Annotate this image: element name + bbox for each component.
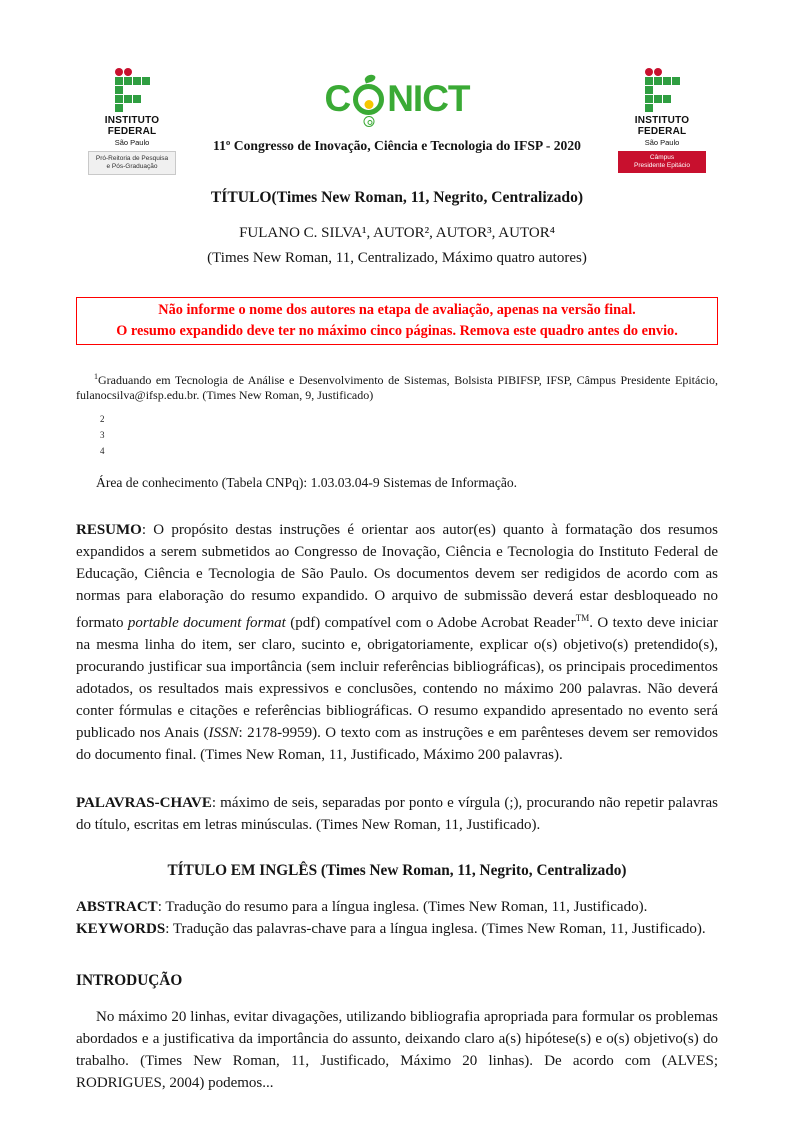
leaf-icon (363, 73, 376, 83)
authors-line: FULANO C. SILVA¹, AUTOR², AUTOR³, AUTOR⁴ (239, 225, 555, 241)
resumo-italic-2: ISSN (208, 725, 239, 741)
federal-label: FEDERAL (637, 125, 687, 137)
abstract-text: : Tradução do resumo para a língua inglesa. (Times New Roman, 11, Justificado). (157, 899, 648, 915)
abstract-paragraph (76, 896, 718, 918)
resumo-text-1: : O propósito destas instruções é orientar aos autor(es) quanto à formatação dos resumos expandidos a serem submetidos ao Congresso de Inovação, Ciência e Tecnologia do Instituto Federal de Educação, Ciência e Tecnologia de São Paulo. Os documentos devem ser redigidos de acordo com as normas para elaboração do resumo expandido. O arquivo de submissão deverá estar desbloqueado no formato (76, 522, 718, 631)
introducao-paragraph: No máximo 20 linhas, evitar divagações, utilizando bibliografia apropriada para formular os problemas abordados e a justificativa da importância do assunto, deixando claro a(s) hipótese(s) e o(s) objetivo(s) do trabalho. (Times New Roman, 11, Justificado, Máximo 20 linhas). De acordo com (ALVES; RODRIGUES, 2004) podemos... (76, 1009, 718, 1091)
campus-line1: Câmpus (649, 154, 675, 161)
abstract-label: ABSTRACT (76, 899, 158, 915)
conict-logo (324, 72, 469, 126)
conict-letters-nict: NICT (387, 78, 470, 119)
introducao-heading: INTRODUÇÃO (76, 972, 183, 989)
footnote-markers (100, 411, 718, 459)
keywords-paragraph (76, 918, 718, 940)
unit-line1: Pró-Reitoria de Pesquisa (95, 155, 169, 162)
region-label: São Paulo (644, 138, 680, 147)
keywords-text: : Tradução das palavras-chave para a língua inglesa. (Times New Roman, 11, Justificado). (165, 921, 706, 937)
warning-line2: O resumo expandido deve ter no máximo cinco páginas. Remova este quadro antes do envio. (116, 323, 678, 339)
resumo-text-2: (pdf) compatível com o Adobe Acrobat Reader (285, 615, 576, 631)
header-center (174, 68, 620, 154)
palavras-chave-text: : máximo de seis, separadas por ponto e vírgula (;), procurando não repetir palavras do título, escritas em letras minúsculas. (Times New Roman, 11, Justificado). (76, 795, 718, 833)
congress-title: 11º Congresso de Inovação, Ciência e Tecnologia do IFSP - 2020 (213, 138, 581, 153)
palavras-chave-label: PALAVRAS-CHAVE (76, 795, 212, 811)
resumo-label: RESUMO (76, 522, 142, 538)
trademark-sup: TM (575, 613, 590, 623)
footnote-3-marker: 3 (100, 430, 105, 440)
warning-line1: Não informe o nome dos autores na etapa de avaliação, apenas na versão final. (158, 302, 636, 318)
campus-line2: Presidente Epitácio (633, 162, 690, 169)
footnote-1 (76, 369, 718, 403)
institute-label: INSTITUTO (634, 115, 690, 126)
resumo-italic-1: portable document format (127, 615, 286, 631)
footnote-4-marker: 4 (100, 446, 105, 456)
ifsp-logo-right (620, 68, 704, 173)
conict-letter-c: C (324, 78, 351, 119)
english-title: TÍTULO EM INGLÊS (Times New Roman, 11, Negrito, Centralizado) (167, 862, 627, 879)
at-icon (363, 116, 374, 127)
header (76, 68, 718, 175)
warning-box (76, 297, 718, 345)
ifsp-logo-left (90, 68, 174, 175)
campus-banner (618, 151, 706, 173)
institute-label: INSTITUTO (104, 115, 160, 126)
region-label: São Paulo (114, 138, 150, 147)
palavras-chave-block (76, 792, 718, 836)
footnote-2-marker: 2 (100, 414, 105, 424)
unit-banner (88, 151, 176, 175)
palavras-chave-paragraph (76, 792, 718, 836)
footnote-1-marker: 1 (94, 372, 98, 381)
resumo-paragraph (76, 519, 718, 766)
resumo-text-3: . O texto deve iniciar na mesma linha do item, ser claro, sucinto e, obrigatoriamente, explicar o(s) objetivo(s) pretendido(s), procurando justificar sua importância (sem incluir referências bibliográficas), os principais procedimentos adotados, os resultados mais expressivos e conclusões, contendo no máximo 200 palavras. Não deverá conter fórmulas e citações e referências bibliográficas. O resumo expandido apresentado no evento será publicado nos Anais ( (76, 615, 718, 741)
lightbulb-icon (353, 84, 384, 115)
knowledge-area-line: Área de conhecimento (Tabela CNPq): 1.03.03.04-9 Sistemas de Informação. (96, 475, 518, 490)
ifsp-mark-icon (645, 68, 680, 112)
resumo-text-4: : 2178-9959). O texto com as instruções e em parênteses devem ser removidos do documento final. (Times New Roman, 11, Justificado, Máximo 200 palavras). (76, 725, 718, 763)
authors-note: (Times New Roman, 11, Centralizado, Máximo quatro autores) (207, 250, 587, 266)
keywords-label: KEYWORDS (76, 921, 166, 937)
federal-label: FEDERAL (107, 125, 157, 137)
unit-line2: e Pós-Graduação (106, 163, 158, 170)
footnote-1-text: Graduando em Tecnologia de Análise e Desenvolvimento de Sistemas, Bolsista PIBIFSP, IFSP, Câmpus Presidente Epitácio, fulanocsilva@ifsp.edu.br. (Times New Roman, 9, Justificado) (76, 373, 718, 402)
paper-title: TÍTULO(Times New Roman, 11, Negrito, Centralizado) (210, 189, 584, 206)
ifsp-mark-icon (115, 68, 150, 112)
